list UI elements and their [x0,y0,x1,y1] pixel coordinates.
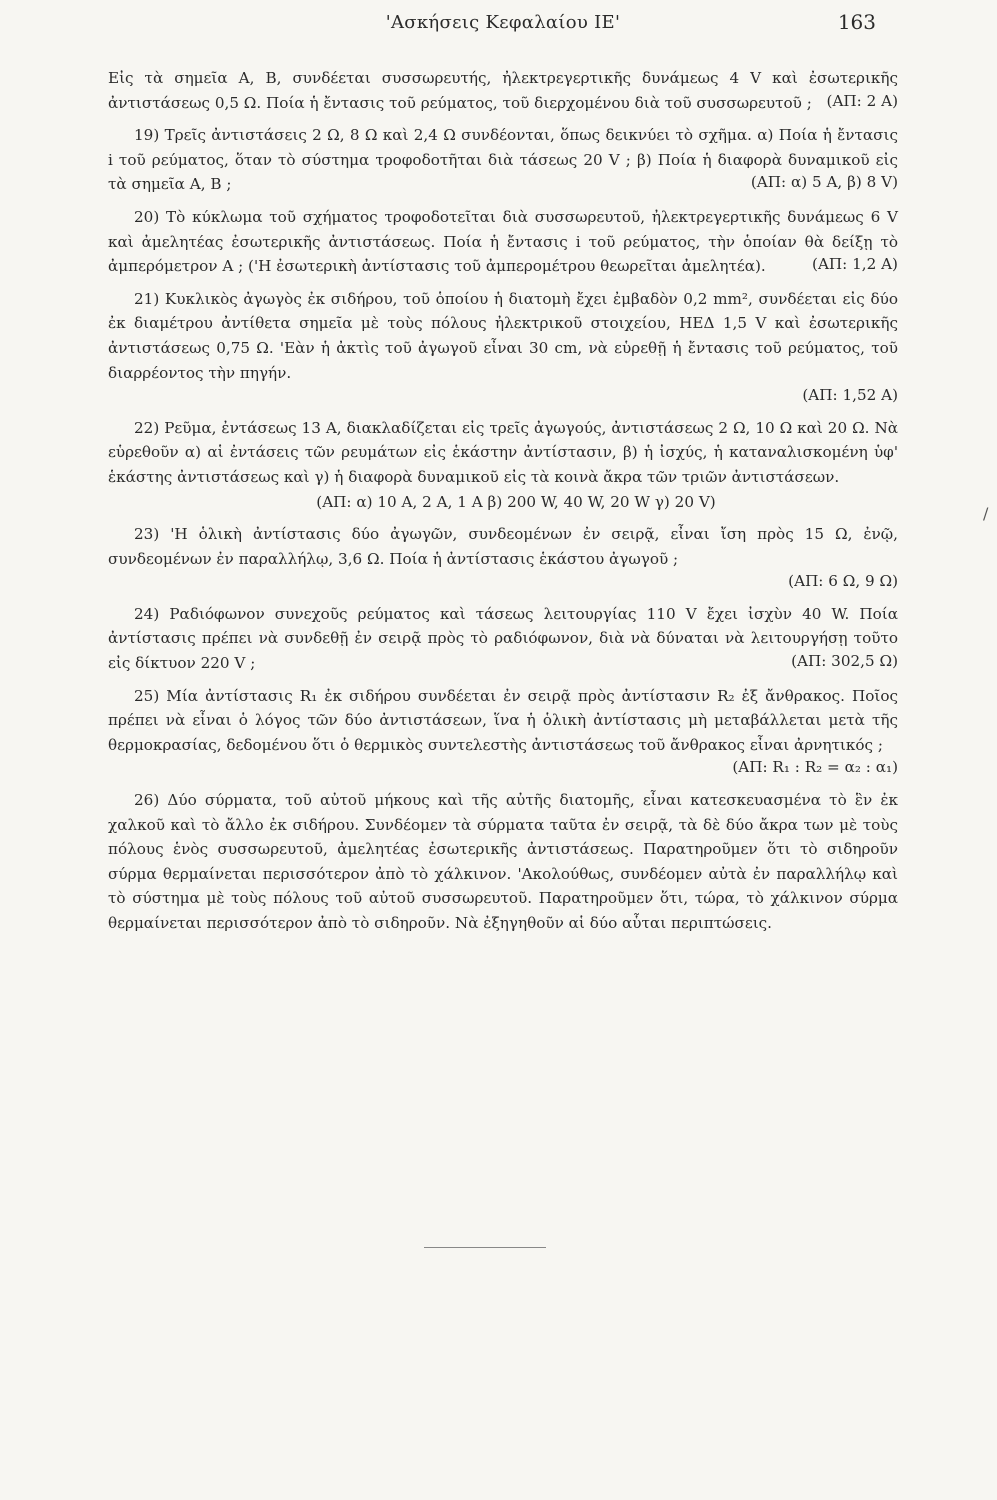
exercise-answer: (ΑΠ: 1,2 Α) [812,255,898,274]
exercise-answer: (ΑΠ: 302,5 Ω) [791,652,898,671]
exercise-text: 21) Κυκλικὸς ἀγωγὸς ἐκ σιδήρου, τοῦ ὁποίου ἡ διατομὴ ἔχει ἐμβαδὸν 0,2 mm², συνδέεται εἰς δύο ἐκ διαμέτρου ἀντίθετα σημεῖα μὲ τοὺς πόλους ἠλεκτρικοῦ στοιχείου, ΗΕΔ 1,5 V καὶ ἐσωτερικῆς ἀντιστάσεως 0,75 Ω. 'Εὰν ἡ ἀκτὶς τοῦ ἀγωγοῦ εἶναι 30 cm, νὰ εὑρεθῇ ἡ ἔντασις τοῦ ρεύματος, τοῦ διαρρέοντος τὴν πηγήν. [108,289,898,382]
exercise-text: 22) Ρεῦμα, ἐντάσεως 13 Α, διακλαδίζεται εἰς τρεῖς ἀγωγούς, ἀντιστάσεως 2 Ω, 10 Ω καὶ 20 Ω. Νὰ εὑρεθοῦν α) αἱ ἐντάσεις τῶν ρευμάτων εἰς ἑκάστην ἀντίστασιν, β) ἡ ἰσχύς, ἡ καταναλισκομένη ὑφ' ἑκάστης ἀντιστάσεως καὶ γ) ἡ διαφορὰ δυναμικοῦ εἰς τὰ κοινὰ ἄκρα τῶν τριῶν ἀντιστάσεων. [108,418,898,486]
exercise-text: 20) Τὸ κύκλωμα τοῦ σχήματος τροφοδοτεῖται διὰ συσσωρευτοῦ, ἠλεκτρεγερτικῆς δυνάμεως 6 V καὶ ἀμελητέας ἐσωτερικῆς ἀντιστάσεως. Ποία ἡ ἔντασις i τοῦ ρεύματος, τὴν ὁποίαν θὰ δείξῃ τὸ ἀμπερόμετρον Α ; ('Η ἐσωτερικὴ ἀντίστασις τοῦ ἀμπερομέτρου θεωρεῖται ἀμελητέα). [108,207,898,276]
exercise-text: 19) Τρεῖς ἀντιστάσεις 2 Ω, 8 Ω καὶ 2,4 Ω συνδέονται, ὅπως δεικνύει τὸ σχῆμα. α) Ποία ἡ ἔντασις i τοῦ ρεύματος, ὅταν τὸ σύστημα τροφοδοτῆται διὰ τάσεως 20 V ; β) Ποία ἡ διαφορὰ δυναμικοῦ εἰς τὰ σημεῖα Α, Β ; [108,126,898,194]
exercise-text: Εἰς τὰ σημεῖα Α, Β, συνδέεται συσσωρευτής, ἠλεκτρεγερτικῆς δυνάμεως 4 V καὶ ἐσωτερικῆς ἀντιστάσεως 0,5 Ω. Ποία ἡ ἔντασις τοῦ ρεύματος, τοῦ διερχομένου διὰ τοῦ συσσωρευτοῦ ; [108,69,898,112]
end-of-section-rule [424,1247,546,1248]
exercise-23 [108,522,898,594]
exercise-22 [108,416,898,514]
exercise-text: 26) Δύο σύρματα, τοῦ αὐτοῦ μήκους καὶ τῆς αὐτῆς διατομῆς, εἶναι κατεσκευασμένα τὸ ἓν ἐκ χαλκοῦ καὶ τὸ ἄλλο ἐκ σιδήρου. Συνδέομεν τὰ σύρματα ταῦτα ἐν σειρᾷ, τὰ δὲ δύο ἄκρα των μὲ τοὺς πόλους ἑνὸς συσσωρευτοῦ, ἀμελητέας ἐσωτερικῆς ἀντιστάσεως. Παρατηροῦμεν ὅτι τὸ σιδηροῦν σύρμα θερμαίνεται περισσότερον ἀπὸ τὸ χάλκινον. 'Ακολούθως, συνδέομεν αὐτὰ ἐν παραλλήλῳ καὶ τὸ σύστημα μὲ τοὺς πόλους τοῦ αὐτοῦ συσσωρευτοῦ. Παρατηροῦμεν ὅτι, τώρα, τὸ χάλκινον σύρμα θερμαίνεται περισσότερον ἀπὸ τὸ σιδηροῦν. Νὰ ἐξηγηθοῦν αἱ δύο αὗται περιπτώσεις. [108,791,898,932]
exercise-24 [108,602,898,676]
exercise-answer: (ΑΠ: 2 Α) [826,91,898,110]
exercise-18-continued [108,66,898,115]
exercise-answer: (ΑΠ: 6 Ω, 9 Ω) [788,572,898,591]
chapter-title: 'Ασκήσεις Κεφαλαίου ΙΕ' [385,12,621,33]
margin-pencil-mark: / [983,504,989,523]
page-number: 163 [837,10,876,34]
exercise-answer: (ΑΠ: α) 10 Α, 2 Α, 1 Α β) 200 W, 40 W, 20 W γ) 20 V) [316,492,716,511]
exercise-text: 24) Ραδιόφωνον συνεχοῦς ρεύματος καὶ τάσεως λειτουργίας 110 V ἔχει ἰσχὺν 40 W. Ποία ἀντίστασις πρέπει νὰ συνδεθῇ ἐν σειρᾷ πρὸς τὸ ραδιόφωνον, διὰ νὰ δύναται νὰ λειτουργήσῃ τοῦτο εἰς δίκτυον 220 V ; [108,604,898,673]
running-head [108,10,898,40]
exercise-20 [108,205,898,279]
exercise-answer: (ΑΠ: R₁ : R₂ = α₂ : α₁) [732,758,898,777]
exercise-answer: (ΑΠ: α) 5 Α, β) 8 V) [750,173,898,192]
exercise-text: 25) Μία ἀντίστασις R₁ ἐκ σιδήρου συνδέεται ἐν σειρᾷ πρὸς ἀντίστασιν R₂ ἐξ ἄνθρακος. Ποῖος πρέπει νὰ εἶναι ὁ λόγος τῶν δύο ἀντιστάσεων, ἵνα ἡ ὁλικὴ ἀντίστασις μὴ μεταβάλλεται μετὰ τῆς θερμοκρασίας, δεδομένου ὅτι ὁ θερμικὸς συντελεστὴς ἀντιστάσεως τοῦ ἄνθρακος εἶναι ἀρνητικός ; [108,686,898,754]
exercise-25 [108,684,898,780]
exercise-19 [108,123,898,197]
exercise-text-body [108,66,898,944]
exercise-answer: (ΑΠ: 1,52 Α) [802,386,898,405]
exercise-text: 23) 'Η ὁλικὴ ἀντίστασις δύο ἀγωγῶν, συνδεομένων ἐν σειρᾷ, εἶναι ἴση πρὸς 15 Ω, ἐνῷ, συνδεομένων ἐν παραλλήλῳ, 3,6 Ω. Ποία ἡ ἀντίστασις ἑκάστου ἀγωγοῦ ; [108,525,898,568]
exercise-21 [108,287,898,408]
exercise-26 [108,788,898,936]
